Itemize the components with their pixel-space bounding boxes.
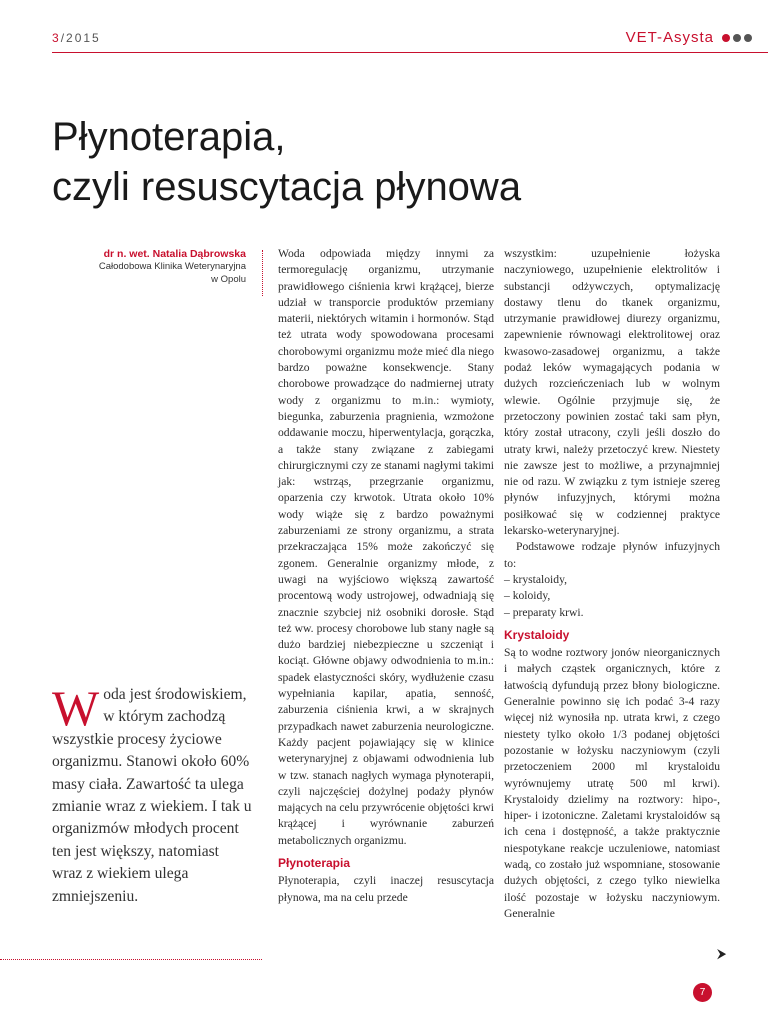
- section-heading-krystaloidy: Krystaloidy: [504, 627, 570, 642]
- column-1: [278, 246, 494, 906]
- dot-red: [722, 34, 730, 42]
- list-item: – koloidy,: [504, 589, 551, 603]
- author-name: dr n. wet. Natalia Dąbrowska: [103, 248, 246, 260]
- page-number: 7: [693, 983, 712, 1002]
- column-2-paragraph-1: wszystkim: uzupełnienie łożyska naczyniowego, uzupełnienie elektrolitów i substancji odżywczych, optymalizację dostawy tlenu do tkanek organizmu, utrzymanie prawidłowej diurezy organizmu, zapewnienie równowagi elektrolitowej oraz kwasowo-zasadowej organizmu, a także podaż leków wymagających podania w dużych rozcieńczeniach lub w wolnym wlewie. Ogólnie przyjmuje się, że przetoczony powinien zostać taki sam płyn, który został utracony, czyli jeśli doszło do utraty krwi, należy przetoczyć krew. Niestety nie zawsze jest to możliwe, a przynajmniej nie od razu. W związku z tym istnieje szereg płynów infuzyjnych, którymi można posiłkować się w codziennej praktyce lekarsko-weterynaryjnej.: [504, 247, 720, 538]
- author-affiliation-2: w Opolu: [211, 274, 246, 285]
- issue-year: /2015: [60, 31, 101, 45]
- author-divider: [262, 250, 263, 296]
- issue-label: [52, 31, 101, 45]
- column-1-paragraph-2: Płynoterapia, czyli inaczej resuscytacja płynowa, ma na celu przede: [278, 874, 494, 904]
- brand-header: [626, 29, 752, 46]
- section-heading-plynoterapia: Płynoterapia: [278, 855, 351, 870]
- article-title: [52, 112, 732, 212]
- dot-gray: [733, 34, 741, 42]
- column-2: [504, 246, 720, 922]
- author-block: [99, 248, 246, 286]
- column-2-paragraph-3: Są to wodne roztwory jonów nieorganicznych i małych cząstek organicznych, które z łatwością dyfundują przez błony biologiczne. Generalnie powinno się ich podać 3-4 razy więcej niż wynosiła np. utrata krwi, z czego niestety tylko około 1/3 podanej objętości pozostanie w łożysku naczyniowym (czyli przetoczeniem 2000 ml krystaloidu wyrównujemy utratę 500 ml krwi). Krystaloidy dzielimy na roztwory: hipo-, hiper- i izotoniczne. Zaletami krystaloidów są ich cena i dostępność, a także praktycznie niespotykane reakcje uczuleniowe, natomiast wadą, co zostało już wspomniane, stosowanie dużych objętości, z czego tylko niewielka ilość pozostaje w łożysku naczyniowym. Generalnie: [504, 646, 720, 920]
- column-1-paragraph-1: Woda odpowiada między innymi za termoregulację organizmu, utrzymanie prawidłowego ciśnienia krwi krążącej, bierze udział w transporcie produktów przemiany materii, niektórych witamin i hormonów. Stąd też utrata wody spowodowana procesami chorobowymi organizmu może mieć dla niego bardzo poważne konsekwencje. Stany chorobowe prowadzące do nadmiernej utraty wody z organizmu to m.in.: wymioty, biegunka, zaburzenia pragnienia, wzmożone oddawanie moczu, hiperwentylacja, gorączka, a także stany związane z zabiegami chirurgicznymi czy ze stanami nagłymi takimi jak: wstrząs, przegrzanie organizmu, oparzenia czy krwotok. Utrata około 10% wody wiąże się z bardzo poważnymi zaburzeniami ze strony organizmu, a strata przekraczająca 15% może zakończyć się zgonem. Generalnie organizmy młode, z uwagi na wyjściowo większą zawartość procentową wody ustrojowej, odwadniają się znacznie szybciej niż osobniki dorosłe. Stąd też ww. procesy chorobowe lub stany nagłe są dużo bardziej niebezpieczne u szczeniąt i kociąt. Główne objawy odwodnienia to m.in.: spadek elastyczności skóry, wydłużenie czasu wypełniania kapilar, apatia, senność, zaburzenia ciśnienia krwi, a w skrajnych przypadkach nawet zaburzenia neurologiczne. Każdy pacjent pojawiający się w klinice weterynaryjnej z objawami odwodnienia lub w tzw. stanach nagłych wymaga płynoterapii, czyli najczęściej dożylnej podaży płynów mających na celu przywrócenie objętości krwi krążącej i wyrównanie zaburzeń metabolicznych organizmu.: [278, 247, 494, 847]
- author-affiliation-1: Całodobowa Klinika Weterynaryjna: [98, 261, 246, 272]
- lead-rule: [0, 959, 262, 960]
- column-2-paragraph-2: Podstawowe rodzaje płynów infuzyjnych to:: [504, 540, 720, 570]
- title-line-2: czyli resuscytacja płynowa: [52, 165, 522, 209]
- continue-arrow-icon: ⮞: [717, 946, 727, 961]
- brand-name: VET-Asysta: [625, 29, 714, 46]
- dots-icon: [722, 34, 752, 42]
- header-rule: [52, 52, 768, 53]
- fluid-types-list: [504, 572, 720, 621]
- list-item: – krystaloidy,: [504, 572, 568, 586]
- drop-cap: W: [52, 680, 100, 736]
- issue-number: 3: [52, 31, 61, 45]
- list-item: – preparaty krwi.: [504, 605, 584, 619]
- lead-text: oda jest środowiskiem, w którym zachodzą wszystkie procesy życiowe organizmu. Stanowi około 60% masy ciała. Zawartość ta ulega zmianie wraz z wiekiem. I tak u organizmów młodych procent ten jest większy, natomiast wraz z wiekiem ulega zmniejszeniu.: [52, 686, 252, 905]
- title-line-1: Płynoterapia,: [52, 115, 286, 159]
- dot-gray: [744, 34, 752, 42]
- lead-paragraph: [52, 680, 252, 908]
